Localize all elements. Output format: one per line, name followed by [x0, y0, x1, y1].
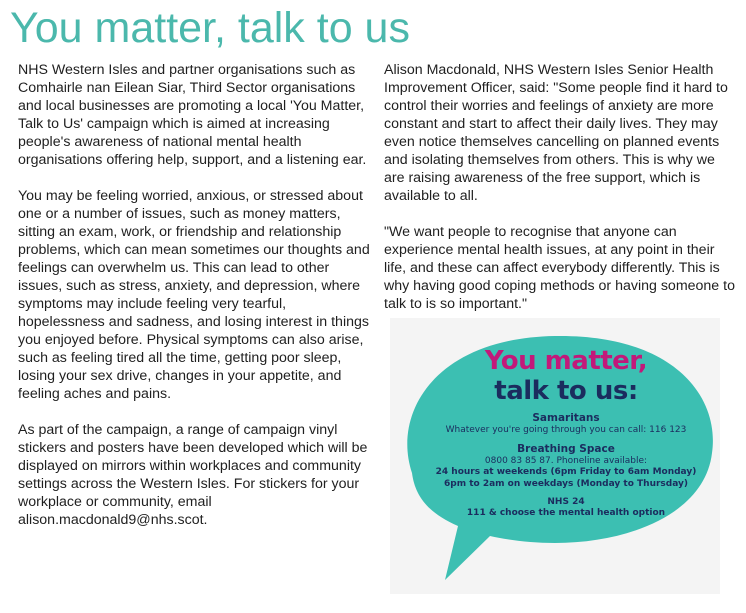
nhs24-text: 111 & choose the mental health option	[466, 508, 666, 518]
samaritans-heading: Samaritans	[532, 412, 600, 424]
nhs24-heading: NHS 24	[547, 497, 585, 507]
breathing-space-hours-weekend: 24 hours at weekends (6pm Friday to 6am Monday)	[435, 467, 697, 477]
left-column	[18, 61, 376, 547]
bubble-text	[418, 346, 714, 520]
campaign-paragraph: As part of the campaign, a range of campaign vinyl stickers and posters have been developed which will be displayed on mirrors within workplaces and community settings across the Western Isles. For stickers for your workplace or community, email alison.macdonald9@nhs.scot.	[18, 422, 368, 528]
page-title: You matter, talk to us	[10, 4, 410, 52]
symptoms-paragraph: You may be feeling worried, anxious, or stressed about one or a number of issues, such as money matters, sitting an exam, work, or friendship and relationship problems, which can mean sometimes our thoughts and feelings can overwhelm us. This can lead to other issues, such as stress, anxiety, and depression, where symptoms may include feeling very tearful, hopelessness and sadness, and losing interest in things you enjoyed before. Physical symptoms can also arise, such as feeling tired all the time, getting poor sleep, losing your sex drive, changes in your appetite, and feeling aches and pains.	[18, 188, 370, 402]
quote-paragraph-1: Alison Macdonald, NHS Western Isles Senior Health Improvement Officer, said: "Some people find it hard to control their worries and feelings of anxiety are more constant and start to affect their daily lives. They may even notice themselves cancelling on planned events and isolating themselves from others. This is why we are raising awareness of the free support, which is available to all.	[384, 62, 728, 204]
quote-paragraph-2: "We want people to recognise that anyone can experience mental health issues, at any point in their life, and these can affect everybody differently. This is why having good coping methods or having someone to talk to is so important."	[384, 224, 735, 312]
poster-title-line1: You matter,	[484, 346, 648, 376]
breathing-space-hours-weekday: 6pm to 2am on weekdays (Monday to Thursday)	[444, 478, 688, 489]
intro-paragraph: NHS Western Isles and partner organisations such as Comhairle nan Eilean Siar, Third Sector organisations and local businesses are promoting a local 'You Matter, Talk to Us' campaign which is aimed at increasing people's awareness of national mental health organisations offering help, support, and a listening ear.	[18, 62, 367, 168]
samaritans-text: Whatever you're going through you can call: 116 123	[445, 425, 687, 435]
campaign-poster	[390, 318, 720, 594]
right-column	[384, 61, 738, 331]
breathing-space-phone: 0800 83 85 87. Phoneline available:	[484, 455, 648, 466]
poster-title-line2: talk to us:	[494, 376, 638, 406]
breathing-space-heading: Breathing Space	[517, 442, 615, 455]
